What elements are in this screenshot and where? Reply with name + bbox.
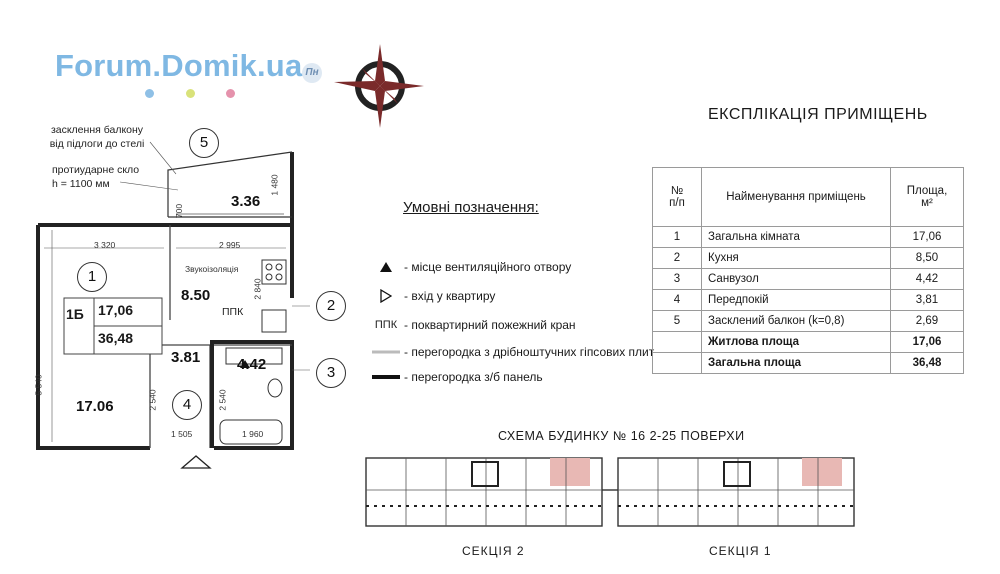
legend-title: Умовні позначення: [403,199,539,216]
logo-dot-yellow [186,89,195,98]
legend-item-thick-partition: - перегородка з/б панель [370,367,543,387]
dim-balcony-left: 700 [174,203,185,219]
thick-line-icon [372,374,400,380]
table-row [653,269,964,290]
row-name: Санвузол [702,269,891,290]
scheme-title: СХЕМА БУДИНКУ № 16 2-25 ПОВЕРХИ [498,429,745,443]
glass-note: протиударне скло h = 1100 мм [52,164,140,190]
sound-insulation-label: Звукоізоляція [185,264,239,274]
header-name: Найменування приміщень [702,168,891,227]
table-row [653,227,964,248]
highlight-apartment-left [550,458,590,486]
room-number-2: 2 [316,291,346,321]
legend-item-entrance: - вхід у квартиру [370,286,495,306]
dim-left-height: 5 540 [33,374,44,396]
balcony-area: 3.36 [231,193,261,210]
dim-bath-height: 2 540 [217,389,228,411]
balcony-note: засклення балкону від підлоги до стелі [49,124,145,150]
dim-hall-height: 2 540 [147,389,158,411]
table-row [653,311,964,332]
row-area: 4,42 [891,269,964,290]
bath-area: 4.42 [237,356,267,373]
explication-title: ЕКСПЛІКАЦІЯ ПРИМІЩЕНЬ [708,106,928,123]
site-logo: Forum.Domik.ua [55,48,303,83]
row-name: Засклений балкон (k=0,8) [702,311,891,332]
total-area: 36,48 [891,353,964,374]
dim-kitchen-height: 2 840 [252,278,263,300]
hall-area: 3.81 [171,349,201,366]
logo-dot-pink [226,89,235,98]
triangle-outline-icon [380,289,392,303]
row-num [653,332,702,353]
row-num: 4 [653,290,702,311]
row-area: 17,06 [891,227,964,248]
table-total-row [653,332,964,353]
row-num: 5 [653,311,702,332]
legend-item-ppk: ППК - поквартирний пожежний кран [374,318,576,332]
highlight-apartment-right [802,458,842,486]
row-name: Загальна кімната [702,227,891,248]
room-number-4: 4 [172,390,202,420]
dim-bottom-right: 1 960 [242,429,264,439]
legend-item-thin-partition: - перегородка з дрібноштучних гіпсових плит [370,342,654,362]
logo-badge: Пн [302,63,322,83]
living-area: 17.06 [76,398,114,415]
thin-line-icon [372,349,400,355]
dim-bottom-left: 1 505 [171,429,193,439]
row-num: 1 [653,227,702,248]
kitchen-area: 8.50 [181,287,211,304]
row-num [653,353,702,374]
row-area: 2,69 [891,311,964,332]
compass-rose-icon [332,40,426,132]
table-header-row [653,168,964,227]
row-num: 3 [653,269,702,290]
room-number-3: 3 [316,358,346,388]
dim-balcony-right: 1 480 [269,174,280,196]
legend-item-ventilation: - місце вентиляційного отвору [370,257,571,277]
building-scheme [360,450,860,540]
total-name: Загальна площа [702,353,891,374]
row-area: 8,50 [891,248,964,269]
row-area: 3,81 [891,290,964,311]
table-row [653,248,964,269]
logo-dot-blue [145,89,154,98]
row-num: 2 [653,248,702,269]
triangle-filled-icon [380,262,392,272]
table-row [653,290,964,311]
apartment-living-area: 17,06 [98,302,134,318]
row-name: Кухня [702,248,891,269]
dim-top-left: 3 320 [94,240,116,250]
ppk-label: ППК [222,306,244,318]
dim-top-right: 2 995 [219,240,241,250]
table-total-row [653,353,964,374]
header-num: № п/п [653,168,702,227]
apartment-type: 1Б [66,306,84,322]
section-1-label: СЕКЦІЯ 1 [709,544,772,558]
row-name: Передпокій [702,290,891,311]
room-number-5: 5 [189,128,219,158]
room-number-1: 1 [77,262,107,292]
total-name: Житлова площа [702,332,891,353]
total-area: 17,06 [891,332,964,353]
header-area: Площа, м² [891,168,964,227]
section-2-label: СЕКЦІЯ 2 [462,544,525,558]
apartment-total-area: 36,48 [98,330,134,346]
explication-table [652,167,964,374]
